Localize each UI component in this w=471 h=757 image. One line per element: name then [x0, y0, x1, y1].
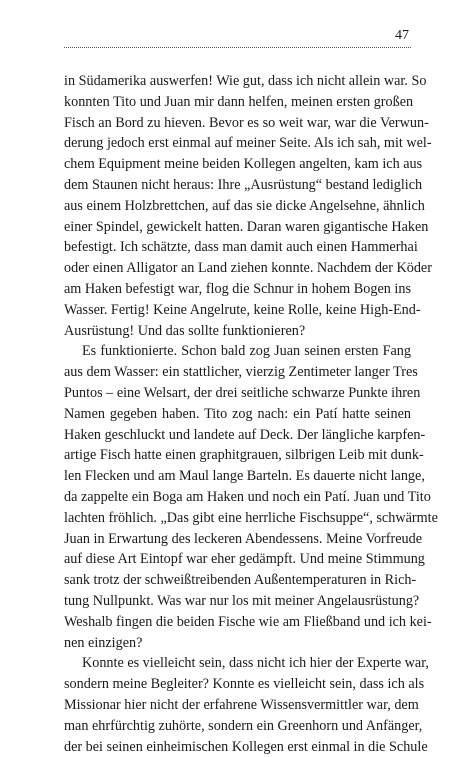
text-line: aus einem Holzbrettchen, auf das sie dicke Angelsehne, ähnlich — [64, 196, 411, 217]
body-text — [64, 71, 411, 757]
text-line: da zappelte ein Boga am Haken und noch ein Patí. Juan und Tito — [64, 487, 411, 508]
text-line: Haken geschluckt und landete auf Deck. Der längliche karpfen- — [64, 425, 411, 446]
page-number: 47 — [395, 28, 409, 44]
text-line: Ausrüstung! Und das sollte funktionieren? — [64, 321, 411, 342]
text-line: Konnte es vielleicht sein, dass nicht ich hier der Experte war, — [64, 653, 411, 674]
text-line: chem Equipment meine beiden Kollegen angelten, kam ich aus — [64, 154, 411, 175]
header-dotted-rule — [64, 47, 411, 48]
text-line: Es funktionierte. Schon bald zog Juan seinen ersten Fang — [64, 341, 411, 362]
text-line: Fisch an Bord zu hieven. Bevor es so weit war, war die Verwun- — [64, 113, 411, 134]
text-line: aus dem Wasser: ein stattlicher, vierzig Zentimeter langer Tres — [64, 362, 411, 383]
text-line: sondern meine Begleiter? Konnte es vielleicht sein, dass ich als — [64, 674, 411, 695]
text-line: am Haken befestigt war, flog die Schnur in hohem Bogen ins — [64, 279, 411, 300]
text-line: man ehrfürchtig zuhörte, sondern ein Greenhorn und Anfänger, — [64, 716, 411, 737]
text-line: auf diese Art Eintopf war eher gedämpft. Und meine Stimmung — [64, 549, 411, 570]
text-line: len Flecken und am Maul lange Barteln. Es dauerte nicht lange, — [64, 466, 411, 487]
text-line: lachten fröhlich. „Das gibt eine herrliche Fischsuppe“, schwärmte — [64, 508, 411, 529]
text-line: der bei seinen einheimischen Kollegen erst einmal in die Schule — [64, 737, 411, 757]
text-line: tung Nullpunkt. Was war nur los mit meiner Angelausrüstung? — [64, 591, 411, 612]
text-line: nen einzigen? — [64, 633, 411, 654]
text-line: oder einen Alligator an Land ziehen konnte. Nachdem der Köder — [64, 258, 411, 279]
text-line: Missionar hier nicht der erfahrene Wissensvermittler war, dem — [64, 695, 411, 716]
text-line: Namen gegeben haben. Tito zog nach: ein Patí hatte seinen — [64, 404, 411, 425]
text-line: Wasser. Fertig! Keine Angelrute, keine Rolle, keine High-End- — [64, 300, 411, 321]
text-line: Puntos – eine Welsart, der drei seitliche schwarze Punkte ihren — [64, 383, 411, 404]
text-line: sank trotz der schweißtreibenden Außentemperaturen in Rich- — [64, 570, 411, 591]
text-line: konnten Tito und Juan mir dann helfen, meinen ersten großen — [64, 92, 411, 113]
text-line: Weshalb fingen die beiden Fische wie am Fließband und ich kei- — [64, 612, 411, 633]
text-line: dem Staunen nicht heraus: Ihre „Ausrüstung“ bestand lediglich — [64, 175, 411, 196]
text-line: artige Fisch hatte einen graphitgrauen, silbrigen Leib mit dunk- — [64, 445, 411, 466]
text-line: derung jedoch erst einmal auf meiner Seite. Als ich sah, mit wel- — [64, 133, 411, 154]
text-line: einer Spindel, gewickelt hatten. Daran waren gigantische Haken — [64, 217, 411, 238]
text-line: in Südamerika auswerfen! Wie gut, dass ich nicht allein war. So — [64, 71, 411, 92]
text-line: Juan in Erwartung des leckeren Abendessens. Meine Vorfreude — [64, 529, 411, 550]
text-line: befestigt. Ich schätzte, dass man damit auch einen Hammerhai — [64, 237, 411, 258]
